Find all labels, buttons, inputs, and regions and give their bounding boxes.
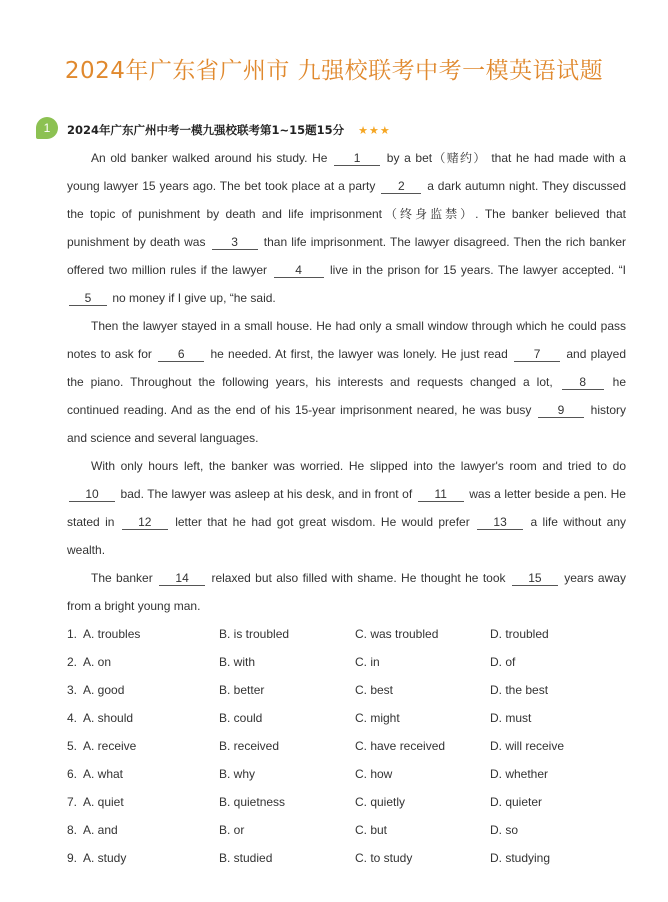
- option-row: [67, 844, 627, 872]
- passage-text: he continued reading. And as the end of his 15-year imprisonment neared, he was busy: [67, 375, 627, 417]
- passage-text: was a letter beside a pen. He stated in: [67, 487, 626, 529]
- option-d[interactable]: D. the best: [490, 683, 549, 697]
- option-b[interactable]: B. why: [219, 767, 256, 781]
- blank-15: 15: [512, 571, 558, 586]
- blank-8: 8: [562, 375, 604, 390]
- passage-text: history and science and several languages.: [67, 403, 626, 445]
- option-c[interactable]: C. but: [355, 823, 388, 837]
- blank-6: 6: [158, 347, 204, 362]
- option-b[interactable]: B. with: [219, 655, 256, 669]
- option-row: [67, 676, 627, 704]
- passage-text: than life imprisonment. The lawyer disagreed. Then the rich banker offered two million rules if the lawyer: [67, 235, 627, 277]
- option-row: [67, 788, 627, 816]
- question-number: 9.: [67, 851, 78, 865]
- option-c[interactable]: C. have received: [355, 739, 446, 753]
- passage-text: a life without any wealth.: [67, 515, 627, 557]
- question-number: 4.: [67, 711, 78, 725]
- answer-options: [67, 620, 627, 872]
- passage-text: The banker: [91, 571, 153, 585]
- passage-text: letter that he had got great wisdom. He would prefer: [175, 515, 470, 529]
- paragraph-4: [67, 564, 626, 620]
- option-d[interactable]: D. will receive: [490, 739, 565, 753]
- passage-text: no money if I give up, “he said.: [112, 291, 276, 305]
- option-c[interactable]: C. was troubled: [355, 627, 439, 641]
- option-c[interactable]: C. in: [355, 655, 380, 669]
- passage-text: a dark autumn night. They discussed the topic of punishment by death and life imprisonment（终身监禁）. The banker believed that punishment by death was: [67, 179, 626, 249]
- option-row: [67, 732, 627, 760]
- option-b[interactable]: B. received: [219, 739, 280, 753]
- passage-text: years away from a bright young man.: [67, 571, 626, 613]
- difficulty-stars-icon: ★★★: [358, 124, 391, 137]
- passage-text: and played the piano. Throughout the following years, his interests and requests changed a lot,: [67, 347, 627, 389]
- option-b[interactable]: B. better: [219, 683, 265, 697]
- option-b[interactable]: B. could: [219, 711, 263, 725]
- blank-7: 7: [514, 347, 560, 362]
- option-a[interactable]: A. good: [83, 683, 125, 697]
- paragraph-3: [67, 452, 626, 564]
- question-number: 7.: [67, 795, 78, 809]
- option-c[interactable]: C. best: [355, 683, 394, 697]
- passage-text: Then the lawyer stayed in a small house. He had only a small window through which he could pass notes to ask for: [67, 319, 626, 361]
- passage: [67, 144, 626, 620]
- option-row: [67, 648, 627, 676]
- blank-1: 1: [334, 151, 380, 166]
- option-b[interactable]: B. quietness: [219, 795, 286, 809]
- option-a[interactable]: A. troubles: [83, 627, 141, 641]
- option-c[interactable]: C. to study: [355, 851, 413, 865]
- question-number: 8.: [67, 823, 78, 837]
- blank-12: 12: [122, 515, 168, 530]
- option-d[interactable]: D. quieter: [490, 795, 543, 809]
- question-heading: [67, 122, 391, 138]
- option-row: [67, 620, 627, 648]
- option-b[interactable]: B. studied: [219, 851, 273, 865]
- blank-13: 13: [477, 515, 523, 530]
- question-number: 1.: [67, 627, 78, 641]
- question-number: 6.: [67, 767, 78, 781]
- passage-text: relaxed but also filled with shame. He thought he took: [211, 571, 506, 585]
- option-d[interactable]: D. must: [490, 711, 532, 725]
- blank-10: 10: [69, 487, 115, 502]
- option-c[interactable]: C. might: [355, 711, 400, 725]
- question-number: 2.: [67, 655, 78, 669]
- option-a[interactable]: A. on: [83, 655, 112, 669]
- option-c[interactable]: C. quietly: [355, 795, 406, 809]
- option-row: [67, 816, 627, 844]
- option-b[interactable]: B. is troubled: [219, 627, 290, 641]
- option-row: [67, 760, 627, 788]
- passage-text: An old banker walked around his study. He: [91, 151, 328, 165]
- blank-9: 9: [538, 403, 584, 418]
- blank-2: 2: [381, 179, 421, 194]
- option-a[interactable]: A. and: [83, 823, 118, 837]
- option-d[interactable]: D. of: [490, 655, 516, 669]
- option-d[interactable]: D. troubled: [490, 627, 549, 641]
- option-a[interactable]: A. what: [83, 767, 124, 781]
- option-d[interactable]: D. so: [490, 823, 519, 837]
- passage-text: bad. The lawyer was asleep at his desk, and in front of: [120, 487, 413, 501]
- question-number: 3.: [67, 683, 78, 697]
- passage-text: by a bet（赌约） that he had made with a young lawyer 15 years ago. The bet took place at a party: [67, 151, 626, 193]
- option-c[interactable]: C. how: [355, 767, 393, 781]
- option-a[interactable]: A. quiet: [83, 795, 124, 809]
- option-b[interactable]: B. or: [219, 823, 245, 837]
- option-a[interactable]: A. study: [83, 851, 127, 865]
- blank-4: 4: [274, 263, 324, 278]
- passage-text: live in the prison for 15 years. The lawyer accepted. “I: [330, 263, 626, 277]
- passage-text: With only hours left, the banker was worried. He slipped into the lawyer's room and tried to do: [91, 459, 626, 473]
- option-a[interactable]: A. should: [83, 711, 134, 725]
- option-d[interactable]: D. studying: [490, 851, 551, 865]
- question-number-badge: 1: [36, 117, 58, 139]
- blank-5: 5: [69, 291, 107, 306]
- paragraph-1: [67, 144, 626, 312]
- blank-11: 11: [418, 487, 464, 502]
- passage-text: he needed. At first, the lawyer was lonely. He just read: [210, 347, 508, 361]
- page-title: 2024年广东省广州市 九强校联考中考一模英语试题: [64, 58, 604, 84]
- option-d[interactable]: D. whether: [490, 767, 549, 781]
- question-heading-text: 2024年广东广州中考一模九强校联考第1~15题15分: [67, 123, 345, 137]
- option-a[interactable]: A. receive: [83, 739, 137, 753]
- blank-14: 14: [159, 571, 205, 586]
- option-row: [67, 704, 627, 732]
- paragraph-2: [67, 312, 626, 452]
- question-number: 5.: [67, 739, 78, 753]
- blank-3: 3: [212, 235, 258, 250]
